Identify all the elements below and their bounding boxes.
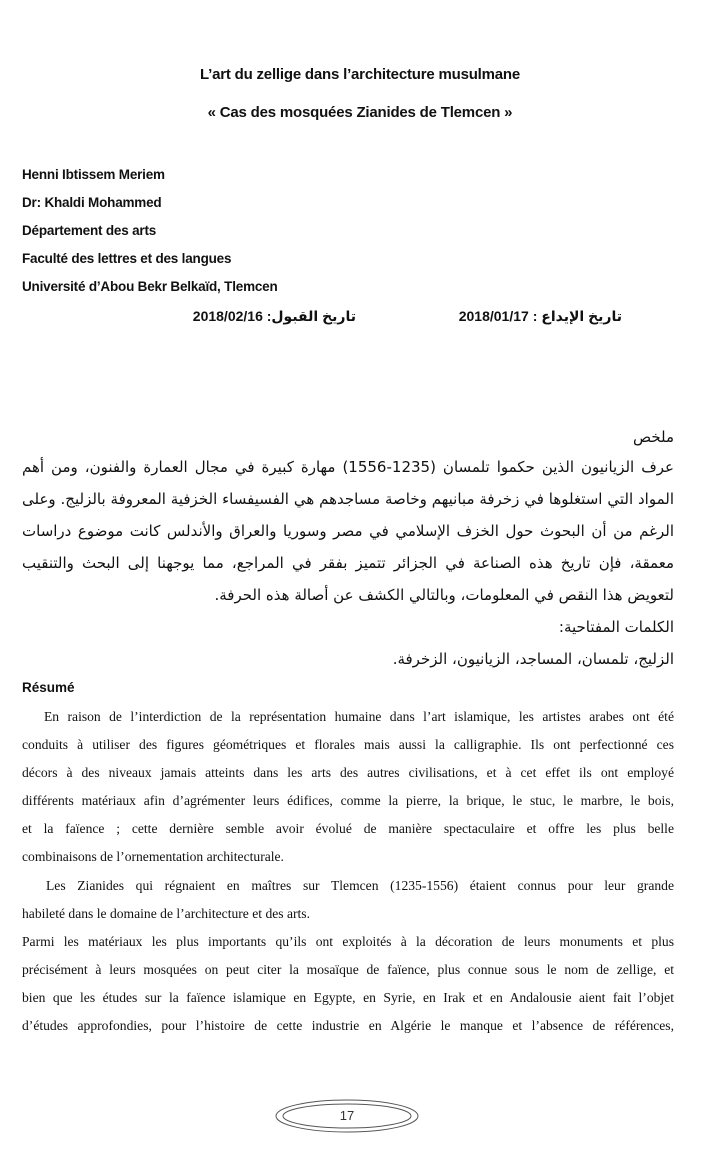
university: Université d’Abou Bekr Belkaïd, Tlemcen [22, 279, 278, 294]
arabic-abstract-line: لتعويض هذا النقص في المعلومات، وبالتالي الكشف عن أصالة هذه الحرفة. [214, 586, 674, 604]
resume-line: d’études approfondies, pour l’histoire de cette industrie en Algérie le manque et l’absence de références, [22, 1018, 674, 1033]
arabic-abstract-line: عرف الزيانيون الذين حكموا تلمسان (1235-1556) مهارة كبيرة في مجال العمارة والفنون، ومن أهم [22, 458, 674, 476]
arabic-abstract-heading: ملخص [632, 428, 674, 446]
paper-title: L’art du zellige dans l’architecture musulmane [199, 66, 521, 83]
resume-line: combinaisons de l’ornementation architecturale. [22, 849, 284, 864]
resume-line: et la faïence ; cette dernière semble avoir évolué de manière spectaculaire et offre les plus belle [22, 821, 674, 836]
arabic-abstract-line: معمقة، فإن تاريخ هذه الصناعة في الجزائر تتميز بفقر في المراجع، مما يوجهنا إلى البحث والتنقيب [22, 554, 674, 572]
resume-line: différents matériaux afin d’agrémenter leurs édifices, comme la pierre, la brique, le stuc, le marbre, le bois, [22, 793, 674, 808]
paper-subtitle: « Cas des mosquées Zianides de Tlemcen » [207, 104, 513, 121]
arabic-keywords-label: الكلمات المفتاحية: [558, 618, 674, 636]
resume-line: précisément à leurs mosquées on peut citer la mosaïque de faïence, plus connue sous le nom de zellige, et [22, 962, 674, 977]
resume-line: Parmi les matériaux les plus importants qu’ils ont exploités à la décoration de leurs monuments et plus [22, 934, 674, 949]
resume-line: conduits à utiliser des figures géométriques et florales mais aussi la calligraphie. Ils ont perfectionné ces [22, 737, 674, 752]
page-number-badge [274, 1098, 420, 1138]
resume-line: habileté dans le domaine de l’architecture et des arts. [22, 906, 310, 921]
submission-date: تاريخ الإيداع : 2018/01/17 [458, 308, 622, 324]
arabic-abstract-line: المواد التي استغلوها في زخرفة مبانيهم وخاصة مساجدهم هي الفسيفساء الخزفية المعروفة بالزليج. وعلى [22, 490, 674, 508]
resume-line: décors à des niveaux jamais atteints dans les arts des autres civilisations, et à cet effet ils ont employé [22, 765, 674, 780]
page-number: 17 [339, 1108, 355, 1123]
arabic-abstract-line: الرغم من أن البحوث حول الخزف الإسلامي في مصر وسوريا والعراق والأندلس كانت موضوع دراسات [22, 522, 674, 540]
faculty: Faculté des lettres et des langues [22, 251, 232, 266]
author-name: Henni Ibtissem Meriem [22, 167, 165, 182]
arabic-keywords: الزليج، تلمسان، المساجد، الزيانيون، الزخرفة. [392, 650, 674, 668]
resume-line: bien que les études sur la faïence islamique en Egypte, en Syrie, en Irak et en Andalousie aient fait l’objet [22, 990, 674, 1005]
acceptance-date: تاريخ القبول: 2018/02/16 [192, 308, 356, 324]
resume-line: Les Zianides qui régnaient en maîtres sur Tlemcen (1235-1556) étaient connus pour leur grande [46, 878, 674, 893]
resume-heading: Résumé [22, 680, 75, 695]
resume-line: En raison de l’interdiction de la représentation humaine dans l’art islamique, les artistes arabes ont été [44, 709, 674, 724]
department: Département des arts [22, 223, 157, 238]
supervisor-name: Dr: Khaldi Mohammed [22, 195, 162, 210]
